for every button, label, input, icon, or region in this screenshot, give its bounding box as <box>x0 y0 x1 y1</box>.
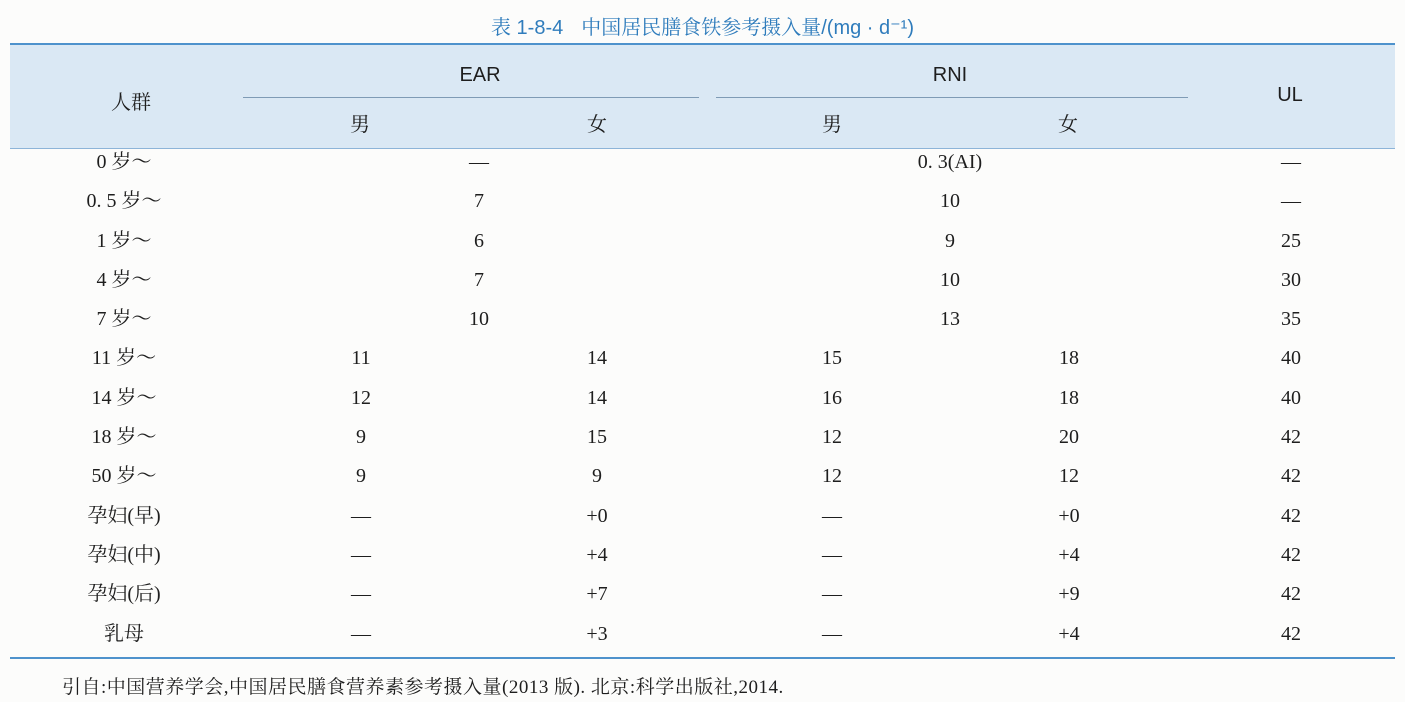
table-row <box>0 497 1405 536</box>
ul-value-cell: 42 <box>1281 622 1301 645</box>
rni-female-cell: +4 <box>1058 543 1080 566</box>
rni-female-cell: +4 <box>1058 622 1080 645</box>
table-row <box>0 143 1405 182</box>
table-row <box>0 536 1405 575</box>
ear-male-cell: — <box>351 543 371 566</box>
ear-female-cell: +0 <box>586 504 608 527</box>
table-body <box>0 143 1405 654</box>
table-row <box>0 339 1405 378</box>
ear-value-cell: 10 <box>469 308 489 331</box>
table-row <box>0 182 1405 221</box>
ul-value-cell: 40 <box>1281 386 1301 409</box>
header-population-group: 人群 <box>111 92 151 114</box>
ear-value-cell: — <box>469 151 489 173</box>
ear-female-cell: 15 <box>587 426 607 449</box>
ear-value-cell: 7 <box>474 190 484 213</box>
ul-value-cell: — <box>1281 151 1301 173</box>
ear-female-cell: 14 <box>587 386 607 409</box>
header-ear: EAR <box>459 64 501 86</box>
rni-value-cell: 13 <box>940 308 960 331</box>
rni-male-cell: 12 <box>822 465 842 488</box>
ear-male-cell: 9 <box>356 465 366 488</box>
ear-female-cell: 14 <box>587 347 607 370</box>
ul-value-cell: 40 <box>1281 347 1301 370</box>
rni-male-cell: — <box>822 504 842 527</box>
population-group-cell: 7 岁～ <box>96 308 152 331</box>
rni-female-cell: 18 <box>1059 386 1079 409</box>
population-group-cell: 11 岁～ <box>91 347 157 370</box>
table-number: 表 1-8-4 <box>490 17 564 39</box>
ear-underline <box>243 97 699 98</box>
population-group-cell: 0. 5 岁～ <box>86 190 162 213</box>
table-row <box>0 575 1405 614</box>
table-row <box>0 418 1405 457</box>
population-group-cell: 乳母 <box>104 622 144 645</box>
rni-female-cell: +9 <box>1058 583 1080 606</box>
table-title <box>0 14 1405 42</box>
ear-male-cell: 11 <box>351 347 371 370</box>
ear-value-cell: 7 <box>474 268 484 291</box>
rni-male-cell: — <box>822 622 842 645</box>
ul-value-cell: 35 <box>1281 308 1301 331</box>
population-group-cell: 孕妇(中) <box>87 543 161 566</box>
header-rni-male: 男 <box>822 114 842 136</box>
ul-value-cell: 42 <box>1281 583 1301 606</box>
table-row <box>0 379 1405 418</box>
table-caption: 中国居民膳食铁参考摄入量/(mg · d⁻¹) <box>581 17 915 39</box>
rni-male-cell: — <box>822 583 842 606</box>
rni-underline <box>716 97 1188 98</box>
ear-female-cell: +7 <box>586 583 608 606</box>
header-ear-male: 男 <box>350 114 370 136</box>
ul-value-cell: 42 <box>1281 504 1301 527</box>
ear-male-cell: 9 <box>356 426 366 449</box>
ul-value-cell: — <box>1281 190 1301 213</box>
ear-female-cell: +4 <box>586 543 608 566</box>
header-ul: UL <box>1277 84 1303 106</box>
population-group-cell: 18 岁～ <box>91 426 157 449</box>
population-group-cell: 14 岁～ <box>91 386 157 409</box>
rni-female-cell: 20 <box>1059 426 1079 449</box>
header-ear-female: 女 <box>587 114 607 136</box>
table-row <box>0 261 1405 300</box>
ul-value-cell: 42 <box>1281 543 1301 566</box>
ul-value-cell: 42 <box>1281 426 1301 449</box>
rni-value-cell: 10 <box>940 190 960 213</box>
population-group-cell: 孕妇(后) <box>87 583 161 606</box>
rni-value-cell: 10 <box>940 268 960 291</box>
ear-female-cell: +3 <box>586 622 608 645</box>
table-row <box>0 300 1405 339</box>
ear-value-cell: 6 <box>474 229 484 252</box>
ear-male-cell: — <box>351 504 371 527</box>
ear-female-cell: 9 <box>592 465 602 488</box>
rni-male-cell: 16 <box>822 386 842 409</box>
rni-value-cell: 9 <box>945 229 955 252</box>
ul-value-cell: 42 <box>1281 465 1301 488</box>
header-rni: RNI <box>932 64 968 86</box>
table-row <box>0 457 1405 496</box>
ear-male-cell: — <box>351 583 371 606</box>
population-group-cell: 0 岁～ <box>96 151 152 173</box>
header-rni-female: 女 <box>1058 114 1078 136</box>
ear-male-cell: 12 <box>351 386 371 409</box>
rni-male-cell: 15 <box>822 347 842 370</box>
population-group-cell: 孕妇(早) <box>87 504 161 527</box>
ul-value-cell: 25 <box>1281 229 1301 252</box>
table-bottom-rule <box>10 657 1395 659</box>
rni-female-cell: 12 <box>1059 465 1079 488</box>
ul-value-cell: 30 <box>1281 268 1301 291</box>
table-header <box>10 45 1395 149</box>
rni-male-cell: 12 <box>822 426 842 449</box>
rni-female-cell: 18 <box>1059 347 1079 370</box>
rni-value-cell: 0. 3(AI) <box>917 151 983 173</box>
population-group-cell: 50 岁～ <box>91 465 157 488</box>
rni-female-cell: +0 <box>1058 504 1080 527</box>
population-group-cell: 1 岁～ <box>96 229 152 252</box>
ear-male-cell: — <box>351 622 371 645</box>
table-row <box>0 222 1405 261</box>
rni-male-cell: — <box>822 543 842 566</box>
population-group-cell: 4 岁～ <box>96 268 152 291</box>
source-footnote: 引自:中国营养学会,中国居民膳食营养素参考摄入量(2013 版). 北京:科学出版社,2014. <box>62 677 784 698</box>
table-row <box>0 615 1405 654</box>
